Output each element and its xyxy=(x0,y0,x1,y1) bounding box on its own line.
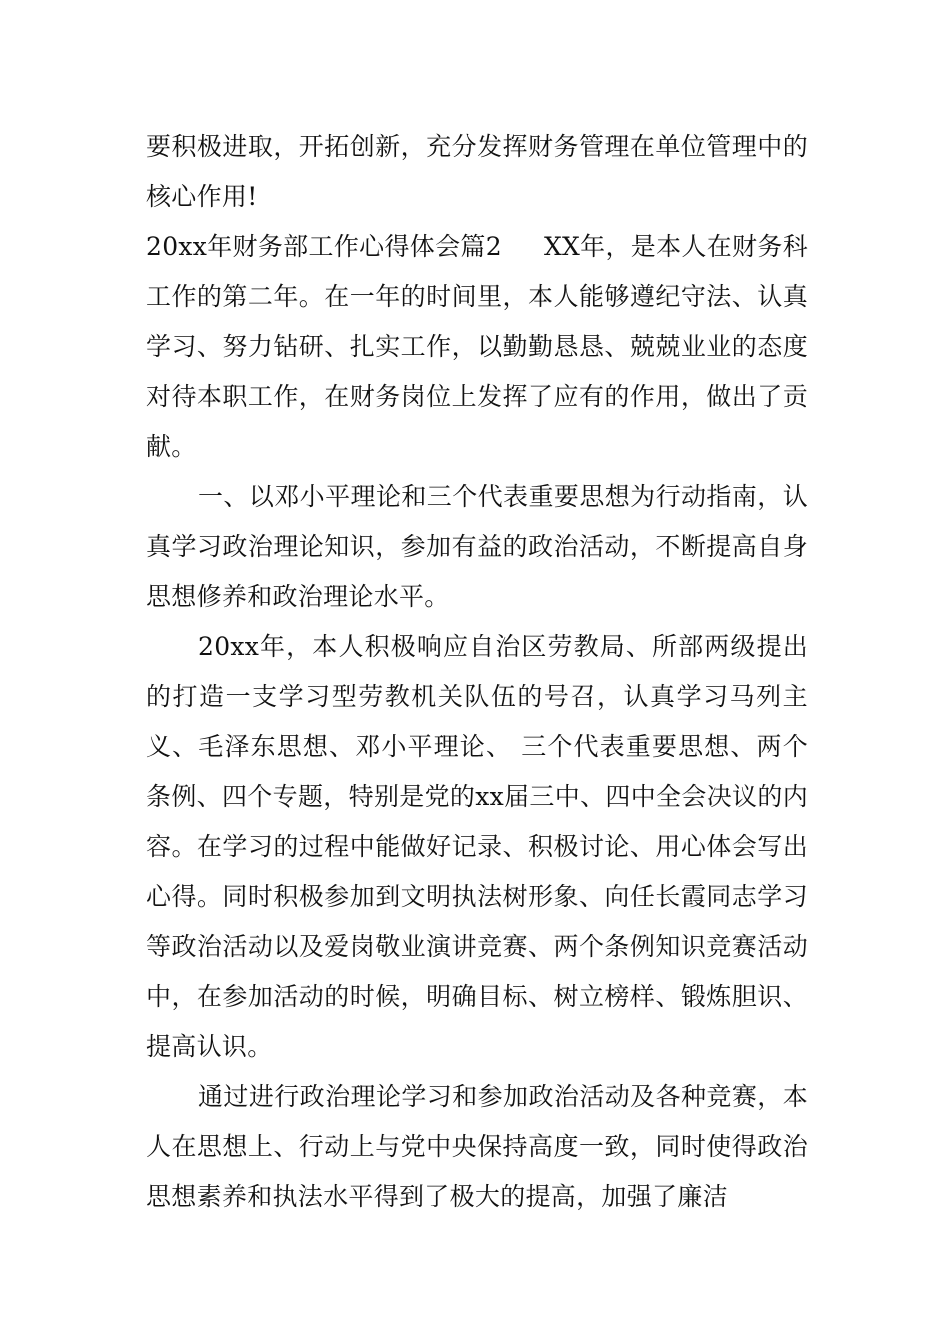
paragraph-results: 通过进行政治理论学习和参加政治活动及各种竞赛，本人在思想上、行动上与党中央保持高度一致，同时使得政治思想素养和执法水平得到了极大的提高，加强了廉洁 xyxy=(146,1082,808,1211)
document-body xyxy=(146,122,808,1222)
paragraph-study-details: 20xx年，本人积极响应自治区劳教局、所部两级提出的打造一支学习型劳教机关队伍的号召，认真学习马列主义、毛泽东思想、邓小平理论、 三个代表重要思想、两个条例、四个专题，特别是党的xx届三中、四中全会决议的内容。在学习的过程中能做好记录、积极讨论、用心体会写出心得。同时积极参加到文明执法树形象、向任长霞同志学习等政治活动以及爱岗敬业演讲竞赛、两个条例知识竞赛活动中，在参加活动的时候，明确目标、树立榜样、锻炼胆识、提高认识。 xyxy=(146,632,808,1061)
paragraph-point-one: 一、以邓小平理论和三个代表重要思想为行动指南，认真学习政治理论知识，参加有益的政治活动，不断提高自身思想修养和政治理论水平。 xyxy=(146,482,808,611)
section-intro-text: XX年，是本人在财务科工作的第二年。在一年的时间里，本人能够遵纪守法、认真学习、努力钻研、扎实工作，以勤勤恳恳、兢兢业业的态度对待本职工作，在财务岗位上发挥了应有的作用，做出了贡献。 xyxy=(146,232,808,461)
section-heading: 20xx年财务部工作心得体会篇2 xyxy=(146,232,502,261)
paragraph-continuation: 要积极进取，开拓创新，充分发挥财务管理在单位管理中的核心作用! xyxy=(146,132,808,211)
paragraph-section-2 xyxy=(146,222,808,472)
